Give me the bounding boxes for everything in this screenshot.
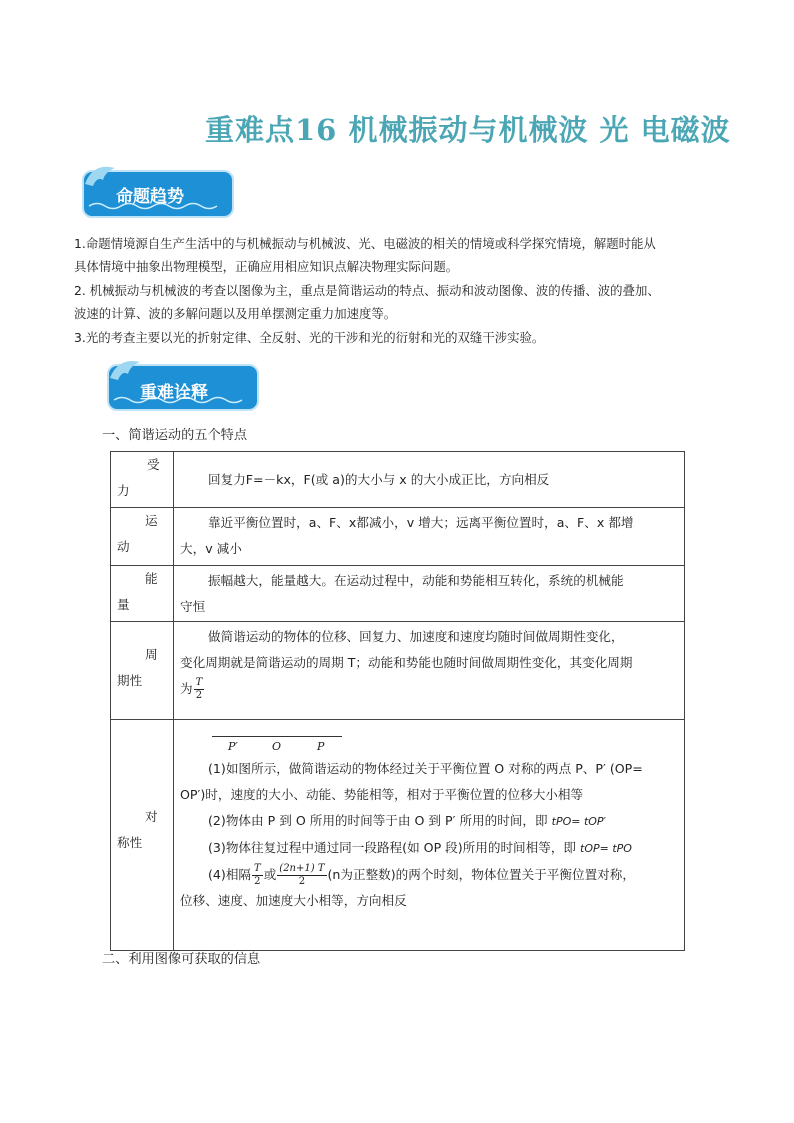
- key-char: 称性: [117, 835, 143, 850]
- trend-para-2: 具体情境中抽象出物理模型，正确应用相应知识点解决物理实际问题。: [74, 259, 459, 274]
- table-row-energy: [111, 566, 685, 622]
- trend-para-3: 2. 机械振动与机械波的考查以图像为主，重点是简谐运动的特点、振动和波动图像、波的传播、波的叠加、: [74, 283, 660, 298]
- trend-para-5: 3.光的考查主要以光的折射定律、全反射、光的干涉和光的衍射和光的双缝干涉实验。: [74, 330, 545, 345]
- period-line-1: 做简谐运动的物体的位移、回复力、加速度和速度均随时间做周期性变化，: [208, 629, 624, 644]
- key-char: 周: [145, 647, 158, 662]
- symmetry-line-6: 位移、速度、加速度大小相等，方向相反: [180, 893, 407, 908]
- row-key-symmetry: [111, 720, 174, 951]
- energy-line-2: 守恒: [180, 599, 206, 614]
- point-label-o: O: [272, 740, 282, 753]
- section-heading-2: 二、利用图像可获取的信息: [102, 952, 261, 967]
- key-char: 期性: [117, 673, 143, 688]
- row-key-force: [111, 452, 174, 508]
- symmetry-line-4: (3)物体往复过程中通过同一段路程(如 OP 段)所用的时间相等，即 tOP= tPO: [208, 840, 632, 855]
- key-char: 量: [117, 597, 130, 612]
- row-key-energy: [111, 566, 174, 622]
- row-key-motion: [111, 508, 174, 566]
- table-row-symmetry: [111, 720, 685, 951]
- page-title: 重难点16 机械振动与机械波 光 电磁波: [205, 113, 731, 147]
- key-char: 动: [117, 539, 130, 554]
- energy-line-1: 振幅越大，能量越大。在运动过程中，动能和势能相互转化，系统的机械能: [208, 573, 624, 588]
- period-line-3-prefix: 为: [180, 681, 193, 696]
- row-key-period: [111, 622, 174, 720]
- fraction-t-over-2: $\frac{T}{2}$: [195, 677, 203, 701]
- table-row-motion: [111, 508, 685, 566]
- trend-para-1: 1.命题情境源自生产生活中的与机械振动与机械波、光、电磁波的相关的情境或科学探究情境，解题时能从: [74, 236, 656, 251]
- key-char: 运: [145, 513, 158, 528]
- symmetry-line-3: (2)物体由 P 到 O 所用的时间等于由 O 到 P′ 所用的时间，即 tPO= tOP′: [208, 813, 607, 828]
- badge-trend-label: 命题趋势: [116, 187, 184, 207]
- section-heading-1: 一、简谐运动的五个特点: [102, 428, 248, 443]
- key-char: 力: [117, 483, 130, 498]
- trend-para-4: 波速的计算、波的多解问题以及用单摆测定重力加速度等。: [74, 306, 397, 321]
- symmetry-line-2: OP′)时，速度的大小、动能、势能相等，相对于平衡位置的位移大小相等: [180, 787, 584, 802]
- symmetry-line-5: (4)相隔 $\frac{T}{2}$ 或 $\frac{(2n+1) T}{2}$ (n为正整数)的两个时刻，物体位置关于平衡位置对称，: [208, 863, 635, 887]
- table-row-period: [111, 622, 685, 720]
- fraction-t-over-2: $\frac{T}{2}$: [254, 863, 261, 887]
- key-char: 能: [145, 571, 158, 586]
- key-char: 对: [145, 809, 158, 824]
- symmetry-diagram: [210, 720, 678, 756]
- motion-line-2: 大，v 减小: [180, 541, 242, 556]
- features-table: [110, 451, 685, 951]
- symmetry-line-1: (1)如图所示，做简谐运动的物体经过关于平衡位置 O 对称的两点 P、P′ (OP=: [208, 761, 643, 776]
- table-row-force: [111, 452, 685, 508]
- period-line-2: 变化周期就是简谐运动的周期 T；动能和势能也随时间做周期性变化，其变化周期: [180, 655, 633, 670]
- key-char: 受: [147, 457, 160, 472]
- motion-line-1: 靠近平衡位置时，a、F、x都减小，v 增大；远离平衡位置时，a、F、x 都增: [208, 515, 634, 530]
- point-label-p-prime: P′: [228, 740, 238, 753]
- point-label-p: P: [317, 740, 325, 753]
- fraction-2n-plus-1: $\frac{(2n+1) T}{2}$: [279, 863, 325, 887]
- force-text: 回复力F=－kx，F(或 a)的大小与 x 的大小成正比，方向相反: [208, 471, 550, 487]
- badge-explain-label: 重难诠释: [140, 383, 208, 403]
